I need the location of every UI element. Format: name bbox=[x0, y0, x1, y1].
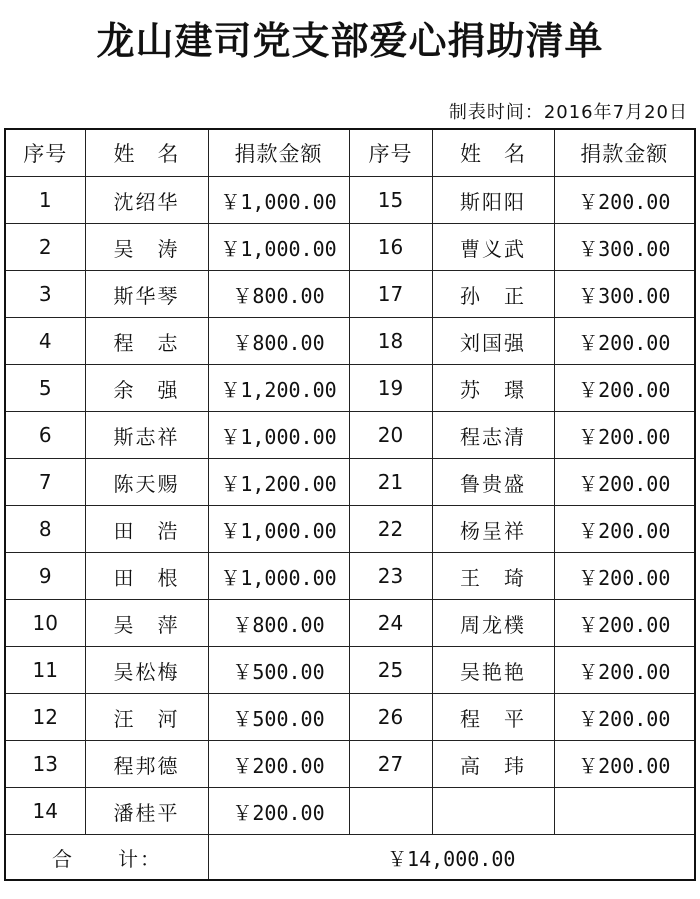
donation-table bbox=[4, 128, 696, 881]
table-row bbox=[5, 506, 695, 553]
table-row bbox=[5, 647, 695, 694]
donor-name: 程志清 bbox=[432, 412, 554, 459]
donation-amount bbox=[554, 788, 695, 835]
donation-amount: ￥1,200.00 bbox=[208, 459, 349, 506]
donation-amount: ￥300.00 bbox=[554, 224, 695, 271]
table-row bbox=[5, 553, 695, 600]
donation-amount: ￥200.00 bbox=[554, 318, 695, 365]
header-name-left: 姓 名 bbox=[85, 129, 208, 177]
entry-number: 6 bbox=[5, 412, 85, 459]
entry-number: 12 bbox=[5, 694, 85, 741]
donation-amount: ￥1,000.00 bbox=[208, 224, 349, 271]
header-no-left: 序号 bbox=[5, 129, 85, 177]
donation-amount: ￥200.00 bbox=[208, 788, 349, 835]
entry-number: 19 bbox=[349, 365, 432, 412]
entry-number: 22 bbox=[349, 506, 432, 553]
entry-number: 5 bbox=[5, 365, 85, 412]
page-title: 龙山建司党支部爱心捐助清单 bbox=[96, 18, 604, 63]
table-row bbox=[5, 788, 695, 835]
donation-amount: ￥200.00 bbox=[554, 553, 695, 600]
donor-name: 斯阳阳 bbox=[432, 177, 554, 224]
donation-amount: ￥1,000.00 bbox=[208, 412, 349, 459]
entry-number: 3 bbox=[5, 271, 85, 318]
table-row bbox=[5, 459, 695, 506]
table-row bbox=[5, 694, 695, 741]
table-row bbox=[5, 365, 695, 412]
header-name-right: 姓 名 bbox=[432, 129, 554, 177]
donor-name: 鲁贵盛 bbox=[432, 459, 554, 506]
entry-number: 18 bbox=[349, 318, 432, 365]
donor-name: 斯志祥 bbox=[85, 412, 208, 459]
table-row bbox=[5, 600, 695, 647]
header-amount-left: 捐款金额 bbox=[208, 129, 349, 177]
donor-name: 刘国强 bbox=[432, 318, 554, 365]
donor-name: 周龙樸 bbox=[432, 600, 554, 647]
entry-number: 17 bbox=[349, 271, 432, 318]
table-row bbox=[5, 318, 695, 365]
donation-amount: ￥200.00 bbox=[554, 600, 695, 647]
donation-amount: ￥1,000.00 bbox=[208, 177, 349, 224]
entry-number: 1 bbox=[5, 177, 85, 224]
entry-number: 27 bbox=[349, 741, 432, 788]
donation-amount: ￥200.00 bbox=[554, 506, 695, 553]
donor-name: 杨呈祥 bbox=[432, 506, 554, 553]
entry-number: 9 bbox=[5, 553, 85, 600]
entry-number: 23 bbox=[349, 553, 432, 600]
donation-amount: ￥300.00 bbox=[554, 271, 695, 318]
donor-name: 吴 萍 bbox=[85, 600, 208, 647]
donor-name: 田 浩 bbox=[85, 506, 208, 553]
donation-amount: ￥200.00 bbox=[554, 694, 695, 741]
donation-amount: ￥200.00 bbox=[554, 459, 695, 506]
donation-amount: ￥200.00 bbox=[554, 647, 695, 694]
donor-name: 吴艳艳 bbox=[432, 647, 554, 694]
table-row bbox=[5, 271, 695, 318]
donor-name: 程邦德 bbox=[85, 741, 208, 788]
entry-number: 16 bbox=[349, 224, 432, 271]
donor-name: 余 强 bbox=[85, 365, 208, 412]
donation-amount: ￥1,000.00 bbox=[208, 553, 349, 600]
donor-name: 沈绍华 bbox=[85, 177, 208, 224]
entry-number: 7 bbox=[5, 459, 85, 506]
donation-amount: ￥200.00 bbox=[554, 365, 695, 412]
donor-name: 孙 正 bbox=[432, 271, 554, 318]
table-date: 制表时间：2016年7月20日 bbox=[448, 102, 688, 123]
donor-name: 斯华琴 bbox=[85, 271, 208, 318]
donation-amount: ￥800.00 bbox=[208, 318, 349, 365]
donor-name: 高 玮 bbox=[432, 741, 554, 788]
entry-number: 21 bbox=[349, 459, 432, 506]
table-row bbox=[5, 224, 695, 271]
entry-number: 26 bbox=[349, 694, 432, 741]
donation-amount: ￥1,000.00 bbox=[208, 506, 349, 553]
donor-name: 潘桂平 bbox=[85, 788, 208, 835]
entry-number: 4 bbox=[5, 318, 85, 365]
entry-number: 25 bbox=[349, 647, 432, 694]
entry-number: 20 bbox=[349, 412, 432, 459]
entry-number: 24 bbox=[349, 600, 432, 647]
donor-name: 曹义武 bbox=[432, 224, 554, 271]
header-amount-right: 捐款金额 bbox=[554, 129, 695, 177]
donor-name: 程 志 bbox=[85, 318, 208, 365]
donor-name: 程 平 bbox=[432, 694, 554, 741]
table-row bbox=[5, 177, 695, 224]
donor-name: 苏 璟 bbox=[432, 365, 554, 412]
entry-number: 13 bbox=[5, 741, 85, 788]
donor-name: 陈天赐 bbox=[85, 459, 208, 506]
donation-amount: ￥200.00 bbox=[554, 177, 695, 224]
table-header-row bbox=[5, 129, 695, 177]
donor-name: 田 根 bbox=[85, 553, 208, 600]
entry-number: 14 bbox=[5, 788, 85, 835]
donor-name: 汪 河 bbox=[85, 694, 208, 741]
donor-name bbox=[432, 788, 554, 835]
donor-name: 王 琦 bbox=[432, 553, 554, 600]
donation-amount: ￥500.00 bbox=[208, 647, 349, 694]
header-no-right: 序号 bbox=[349, 129, 432, 177]
entry-number: 10 bbox=[5, 600, 85, 647]
entry-number: 2 bbox=[5, 224, 85, 271]
donation-amount: ￥1,200.00 bbox=[208, 365, 349, 412]
donation-amount: ￥200.00 bbox=[554, 741, 695, 788]
entry-number: 11 bbox=[5, 647, 85, 694]
donation-amount: ￥800.00 bbox=[208, 271, 349, 318]
entry-number: 8 bbox=[5, 506, 85, 553]
table-row bbox=[5, 741, 695, 788]
total-amount: ￥14,000.00 bbox=[208, 835, 695, 881]
donor-name: 吴 涛 bbox=[85, 224, 208, 271]
entry-number bbox=[349, 788, 432, 835]
total-row bbox=[5, 835, 695, 881]
donation-amount: ￥500.00 bbox=[208, 694, 349, 741]
donation-amount: ￥200.00 bbox=[208, 741, 349, 788]
entry-number: 15 bbox=[349, 177, 432, 224]
donation-amount: ￥800.00 bbox=[208, 600, 349, 647]
donation-amount: ￥200.00 bbox=[554, 412, 695, 459]
total-label: 合 计： bbox=[5, 835, 208, 881]
donor-name: 吴松梅 bbox=[85, 647, 208, 694]
table-row bbox=[5, 412, 695, 459]
